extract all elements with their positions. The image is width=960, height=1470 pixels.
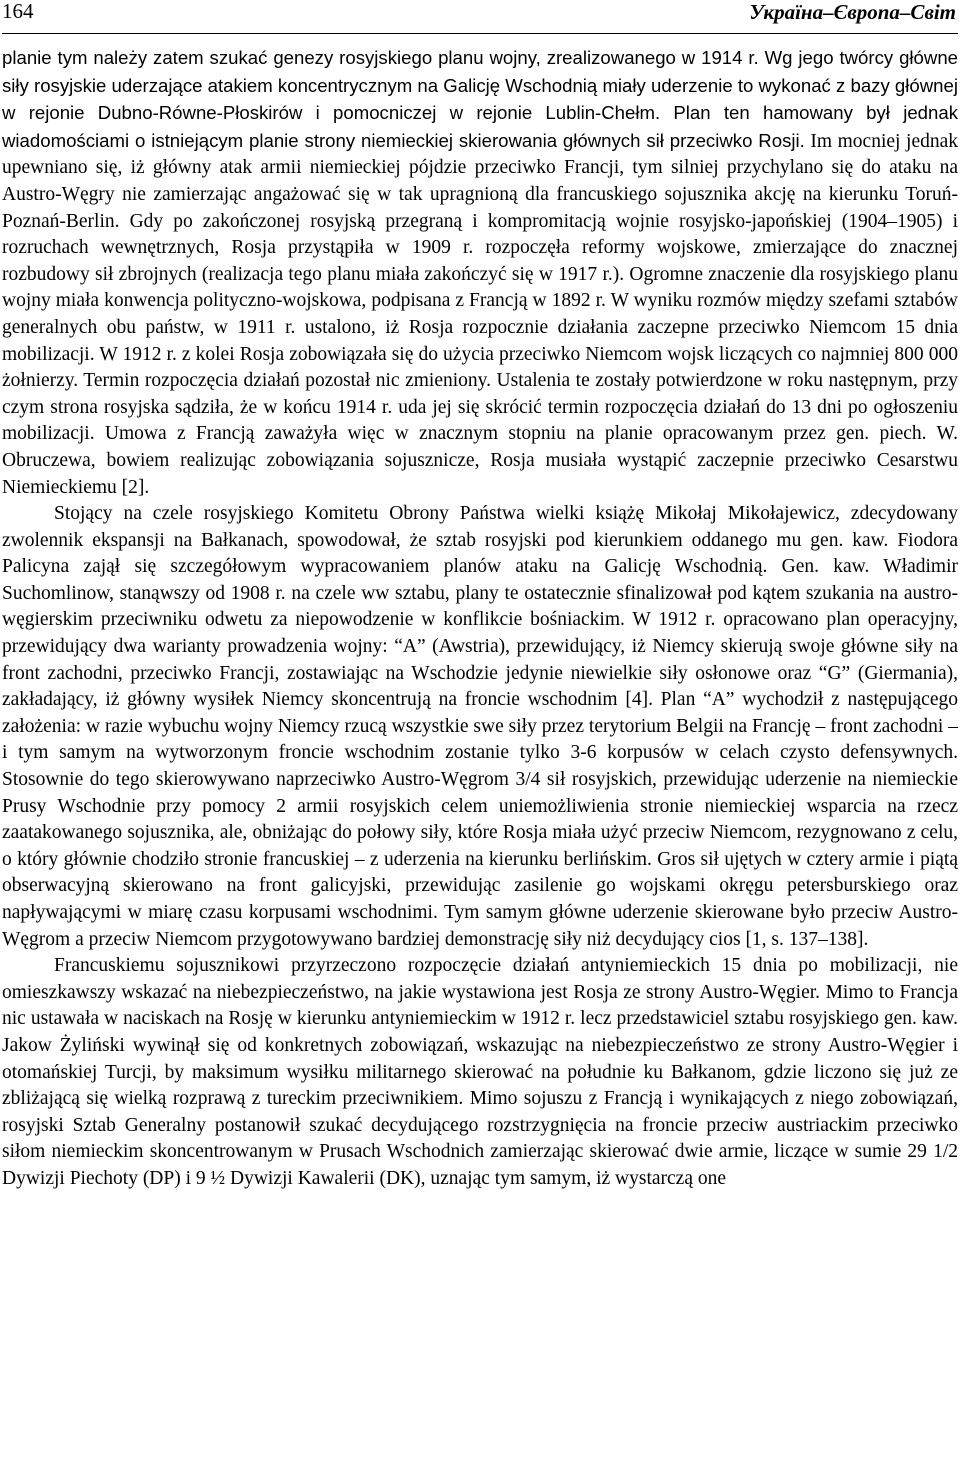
page-number: 164 <box>2 0 34 23</box>
paragraph-1 <box>2 45 958 501</box>
paragraph-1-text: Im mocniej jednak upewniano się, iż główny atak armii niemieckiej pójdzie przeciwko Francji, tym silniej przychylano się do ataku na Austro-Węgry nie zamierzając angażować się w tak upragnioną dla francuskiego sojusznika akcję na kierunku Toruń-Poznań-Berlin. Gdy po zakończonej rosyjską przegraną i kompromitacją wojnie rosyjsko-japońskiej (1904–1905) i rozruchach wewnętrznych, Rosja przystąpiła w 1909 r. rozpoczęła reformy wojskowe, zmierzające do znacznej rozbudowy sił zbrojnych (realizacja tego planu miała zakończyć się w 1917 r.). Ogromne znaczenie dla rosyjskiego planu wojny miała konwencja polityczno-wojskowa, podpisana z Francją w 1892 r. W wyniku rozmów między szefami sztabów generalnych obu państw, w 1911 r. ustalono, iż Rosja rozpocznie działania zaczepne przeciwko Niemcom 15 dnia mobilizacji. W 1912 r. z kolei Rosja zobowiązała się do użycia przeciwko Niemcom wojsk liczących co najmniej 800 000 żołnierzy. Termin rozpoczęcia działań pozostał nic zmieniony. Ustalenia te zostały potwierdzone w roku następnym, przy czym strona rosyjska sądziła, że w końcu 1914 r. uda jej się skrócić termin rozpoczęcia działań do 13 dni po ogłoszeniu mobilizacji. Umowa z Francją zaważyła więc w znacznym stopniu na planie opracowanym przez gen. piech. W. Obruczewa, bowiem realizując zobowiązania sojusznicze, Rosja musiała wystąpić zaczepnie przeciwko Cesarstwu Niemieckiemu [2]. <box>2 130 959 498</box>
page-header <box>2 0 958 34</box>
body-text <box>2 45 958 1193</box>
running-title: Україна–Європа–Світ <box>749 0 956 24</box>
paragraph-1-sans-part: planie tym należy zatem szukać genezy rosyjskiego planu wojny, zrealizowanego w 1914 r. Wg jego twórcy główne siły rosyjskie uderzające atakiem koncentrycznym na Galicję Wschodnią miały uderzenie to wykonać z bazy głównej w rejonie Dubno-Równe-Płoskirów i pomocniczej w rejonie Lublin-Chełm. Plan ten hamowany był jednak wiadomościami o istniejącym planie strony niemieckiej skierowania głównych sił przeciwko Rosji. <box>2 47 958 151</box>
paragraph-2: Stojący na czele rosyjskiego Komitetu Obrony Państwa wielki książę Mikołaj Mikołajewicz, zdecydowany zwolennik ekspansji na Bałkanach, spowodował, że sztab rosyjski pod kierunkiem oddanego mu gen. kaw. Fiodora Palicyna zajął się szczegółowym wypracowaniem planów ataku na Galicję Wschodnią. Gen. kaw. Władimir Suchomlinow, stanąwszy od 1908 r. na czele ww sztabu, plany te ostatecznie sfinalizował pod kątem szukania na austro-węgierskim przeciwniku odwetu za niepowodzenie w konflikcie bośniackim. W 1912 r. opracowano plan operacyjny, przewidujący dwa warianty prowadzenia wojny: “A” (Awstria), przewidujący, iż Niemcy skierują swoje główne siły na front zachodni, przeciwko Francji, zostawiając na Wschodzie jedynie niewielkie siły osłonowe oraz “G” (Giermania), zakładający, iż główny wysiłek Niemcy skoncentrują na froncie wschodnim [4]. Plan “A” wychodził z następującego założenia: w razie wybuchu wojny Niemcy rzucą wszystkie swe siły przez terytorium Belgii na Francję – front zachodni – i tym samym na wytworzonym froncie wschodnim zostanie tylko 3-6 korpusów w celach czysto defensywnych. Stosownie do tego skierowywano naprzeciwko Austro-Węgrom 3/4 sił rosyjskich, przewidując uderzenie na niemieckie Prusy Wschodnie przy pomocy 2 armii rosyjskich celem uniemożliwienia stronie niemieckiej wsparcia na rzecz zaatakowanego sojusznika, ale, obniżając do połowy siły, które Rosja miała użyć przeciw Niemcom, rezygnowano z celu, o który głównie chodziło stronie francuskiej – z uderzenia na kierunku berlińskim. Gros sił ujętych w cztery armie i piątą obserwacyjną skierowano na front galicyjski, przewidując zasilenie go wojskami okręgu petersburskiego oraz napływającymi w miarę czasu korpusami wschodnimi. Tym samym główne uderzenie skierowane było przeciw Austro-Węgrom a przeciw Niemcom przygotowywano bardziej demonstrację siły niż decydujący cios [1, s. 137–138]. <box>2 503 958 950</box>
paragraph-3: Francuskiemu sojusznikowi przyrzeczono rozpoczęcie działań antyniemieckich 15 dnia po mobilizacji, nie omieszkawszy wskazać na niebezpieczeństwo, na jakie wystawiona jest Rosja ze strony Austro-Węgier. Mimo to Francja nic ustawała w naciskach na Rosję w kierunku antyniemieckim w 1912 r. lecz przedstawiciel sztabu rosyjskiego gen. kaw. Jakow Żyliński wywinął się od konkretnych zobowiązań, wskazując na niebezpieczeństwo ze strony Austro-Węgier i otomańskiej Turcji, by maksimum wysiłku militarnego skierować na południe ku Bałkanom, gdzie liczono się już ze zbliżającą się wielką rozprawą z tureckim przeciwnikiem. Mimo sojuszu z Francją i wynikających z niego zobowiązań, rosyjski Sztab Generalny postanowił szukać decydującego rozstrzygnięcia na froncie przeciw austriackim przeciwko siłom niemieckim skoncentrowanym w Prusach Wschodnich zamierzając skierować dwie armie, liczące w sumie 29 1/2 Dywizji Piechoty (DP) i 9 ½ Dywizji Kawalerii (DK), uznając tym samym, iż wystarczą one <box>2 955 958 1189</box>
